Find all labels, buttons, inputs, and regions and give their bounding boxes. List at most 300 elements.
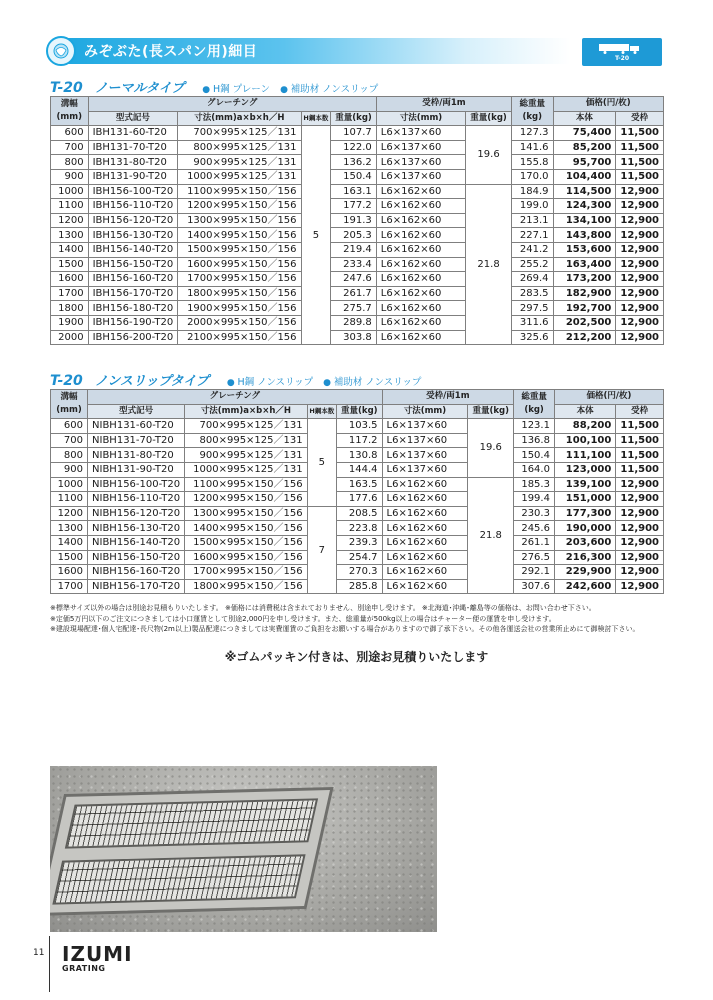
- cell-weight: 163.1: [331, 184, 377, 199]
- cell-price-main: 190,000: [554, 521, 615, 536]
- cell-total-weight: 141.6: [512, 140, 553, 155]
- cell-price-main: 177,300: [554, 506, 615, 521]
- col-model: 型式記号: [88, 111, 178, 126]
- cell-price-main: 75,400: [553, 126, 616, 141]
- cell-frame-dims: L6×137×60: [376, 169, 465, 184]
- cell-price-main: 95,700: [553, 155, 616, 170]
- cell-dims: 900×995×125／131: [178, 155, 301, 170]
- cell-total-weight: 283.5: [512, 286, 553, 301]
- table-row: [51, 419, 664, 434]
- cell-dims: 1100×995×150／156: [178, 184, 301, 199]
- cell-total-weight: 164.0: [514, 462, 555, 477]
- col-frame-weight: 重量(kg): [466, 111, 512, 126]
- logo-subtitle: GRATING: [62, 964, 106, 973]
- cell-dims: 1600×995×150／156: [185, 550, 307, 565]
- cell-total-weight: 199.0: [512, 199, 553, 214]
- cell-frame-dims: L6×162×60: [376, 315, 465, 330]
- cell-price-frame: 11,500: [616, 155, 664, 170]
- table-row: [51, 199, 664, 214]
- table-row: [51, 140, 664, 155]
- cell-total-weight: 255.2: [512, 257, 553, 272]
- cell-price-main: 123,000: [554, 462, 615, 477]
- cell-weight: 223.8: [337, 521, 383, 536]
- cell-price-frame: 12,900: [616, 315, 664, 330]
- table-row: [51, 169, 664, 184]
- cell-weight: 205.3: [331, 228, 377, 243]
- col-frame-weight: 重量(kg): [468, 404, 514, 419]
- cell-frame-dims: L6×162×60: [382, 477, 468, 492]
- cell-model: IBH131-60-T20: [88, 126, 178, 141]
- cell-width: 1100: [51, 492, 88, 507]
- cell-weight: 270.3: [337, 565, 383, 580]
- truck-icon: [598, 42, 646, 54]
- cell-price-main: 216,300: [554, 550, 615, 565]
- cell-width: 1700: [51, 579, 88, 594]
- table-row: [51, 579, 664, 594]
- footer-divider: [49, 936, 50, 992]
- cell-dims: 1400×995×150／156: [178, 228, 301, 243]
- cell-width: 600: [51, 419, 88, 434]
- footnotes: [50, 603, 680, 635]
- cell-total-weight: 150.4: [514, 448, 555, 463]
- cell-dims: 2100×995×150／156: [178, 330, 301, 345]
- cell-price-frame: 11,500: [616, 140, 664, 155]
- cell-price-main: 202,500: [553, 315, 616, 330]
- table-row: [51, 565, 664, 580]
- cell-model: NIBH131-60-T20: [88, 419, 185, 434]
- section-type: ノーマルタイプ: [94, 81, 185, 96]
- section-tag-1: ● H鋼 プレーン: [202, 84, 271, 95]
- cell-model: NIBH156-160-T20: [88, 565, 185, 580]
- cell-total-weight: 261.1: [514, 535, 555, 550]
- cell-dims: 1700×995×150／156: [178, 272, 301, 287]
- cell-model: NIBH156-120-T20: [88, 506, 185, 521]
- section-tag-2: ● 補助材 ノンスリップ: [280, 84, 379, 95]
- cell-frame-dims: L6×162×60: [382, 565, 468, 580]
- packing-note: ※ゴムパッキン付きは、別途お見積りいたします: [224, 650, 489, 664]
- cell-total-weight: 213.1: [512, 213, 553, 228]
- col-price-main: 本体: [553, 111, 616, 126]
- cell-h-count: 7: [307, 506, 336, 594]
- cell-price-frame: 11,500: [616, 419, 664, 434]
- cell-width: 900: [51, 169, 89, 184]
- cell-weight: 136.2: [331, 155, 377, 170]
- cell-total-weight: 199.4: [514, 492, 555, 507]
- col-total-weight: 総重量 (kg): [512, 97, 553, 126]
- cell-frame-dims: L6×162×60: [376, 242, 465, 257]
- grating-panel: [52, 854, 305, 904]
- cell-width: 800: [51, 448, 88, 463]
- cell-frame-dims: L6×137×60: [382, 433, 468, 448]
- cell-price-main: 104,400: [553, 169, 616, 184]
- cell-price-frame: 12,900: [616, 272, 664, 287]
- cell-frame-dims: L6×137×60: [376, 155, 465, 170]
- cell-model: IBH156-170-T20: [88, 286, 178, 301]
- section-type: ノンスリップタイプ: [94, 374, 209, 389]
- cell-width: 1700: [51, 286, 89, 301]
- cell-total-weight: 155.8: [512, 155, 553, 170]
- cell-price-main: 212,200: [553, 330, 616, 345]
- cell-weight: 275.7: [331, 301, 377, 316]
- cell-model: IBH156-110-T20: [88, 199, 178, 214]
- cell-weight: 191.3: [331, 213, 377, 228]
- cell-width: 1200: [51, 506, 88, 521]
- cell-dims: 1800×995×150／156: [185, 579, 307, 594]
- cell-price-frame: 12,900: [616, 550, 664, 565]
- nonslip-section-title: [50, 370, 421, 389]
- cell-width: 1600: [51, 565, 88, 580]
- cell-total-weight: 297.5: [512, 301, 553, 316]
- table-row: [51, 521, 664, 536]
- cell-model: IBH131-80-T20: [88, 155, 178, 170]
- cell-price-frame: 12,900: [616, 477, 664, 492]
- table-row: [51, 448, 664, 463]
- cell-frame-dims: L6×162×60: [382, 579, 468, 594]
- table-row: [51, 477, 664, 492]
- logo-wordmark: IZUMI: [62, 942, 133, 966]
- cell-frame-dims: L6×162×60: [376, 257, 465, 272]
- cell-dims: 1700×995×150／156: [185, 565, 307, 580]
- col-h-count: H鋼本数: [301, 111, 331, 126]
- cell-weight: 254.7: [337, 550, 383, 565]
- cell-frame-dims: L6×162×60: [382, 535, 468, 550]
- cell-total-weight: 185.3: [514, 477, 555, 492]
- section-tag-1: ● H鋼 ノンスリップ: [226, 377, 314, 388]
- col-grating: グレーチング: [88, 97, 376, 112]
- cell-frame-dims: L6×162×60: [382, 521, 468, 536]
- cell-price-frame: 12,900: [616, 535, 664, 550]
- cell-width: 2000: [51, 330, 89, 345]
- cell-price-main: 124,300: [553, 199, 616, 214]
- cell-model: IBH131-90-T20: [88, 169, 178, 184]
- table-row: [51, 184, 664, 199]
- table-row: [51, 535, 664, 550]
- cell-dims: 1300×995×150／156: [178, 213, 301, 228]
- cell-total-weight: 292.1: [514, 565, 555, 580]
- cell-width: 800: [51, 155, 89, 170]
- cell-total-weight: 170.0: [512, 169, 553, 184]
- cell-frame-dims: L6×162×60: [382, 506, 468, 521]
- table-row: [51, 213, 664, 228]
- cell-price-frame: 12,900: [616, 228, 664, 243]
- cell-price-frame: 12,900: [616, 199, 664, 214]
- cell-dims: 700×995×125／131: [178, 126, 301, 141]
- cell-width: 1000: [51, 477, 88, 492]
- col-frame: 受枠/両1m: [382, 390, 514, 405]
- cell-price-frame: 12,900: [616, 213, 664, 228]
- cell-dims: 1900×995×150／156: [178, 301, 301, 316]
- cell-weight: 177.2: [331, 199, 377, 214]
- col-price-main: 本体: [554, 404, 615, 419]
- cell-total-weight: 245.6: [514, 521, 555, 536]
- cell-total-weight: 311.6: [512, 315, 553, 330]
- cell-weight: 107.7: [331, 126, 377, 141]
- table-row: [51, 433, 664, 448]
- cell-price-main: 153,600: [553, 242, 616, 257]
- col-price: 価格(円/枚): [553, 97, 664, 112]
- cell-frame-dims: L6×162×60: [382, 492, 468, 507]
- table-row: [51, 242, 664, 257]
- col-grating: グレーチング: [88, 390, 383, 405]
- cell-model: NIBH156-130-T20: [88, 521, 185, 536]
- col-total-weight: 総重量 (kg): [514, 390, 555, 419]
- cell-price-frame: 11,500: [616, 169, 664, 184]
- table-row: [51, 492, 664, 507]
- cell-weight: 233.4: [331, 257, 377, 272]
- cell-width: 700: [51, 140, 89, 155]
- cell-price-frame: 11,500: [616, 462, 664, 477]
- cell-price-frame: 12,900: [616, 301, 664, 316]
- cell-frame-dims: L6×162×60: [376, 184, 465, 199]
- col-price-frame: 受枠: [616, 404, 664, 419]
- cell-model: NIBH156-100-T20: [88, 477, 185, 492]
- normal-section-title: [50, 77, 378, 96]
- cell-total-weight: 269.4: [512, 272, 553, 287]
- cell-price-frame: 11,500: [616, 126, 664, 141]
- cell-weight: 150.4: [331, 169, 377, 184]
- cell-frame-dims: L6×162×60: [376, 301, 465, 316]
- drain-cover-icon: [46, 36, 76, 66]
- cell-width: 1600: [51, 272, 89, 287]
- cell-total-weight: 123.1: [514, 419, 555, 434]
- cell-width: 1000: [51, 184, 89, 199]
- cell-weight: 177.6: [337, 492, 383, 507]
- cell-weight: 289.8: [331, 315, 377, 330]
- cell-dims: 1000×995×125／131: [178, 169, 301, 184]
- note-line: ※定価5万円以下のご注文につきましては小口運賃として別途2,000円を申し受けます。また、総重量が500kg以上の場合はチャーター便の運賃を申し受けます。: [50, 614, 556, 623]
- cell-weight: 239.3: [337, 535, 383, 550]
- cell-model: IBH156-150-T20: [88, 257, 178, 272]
- cell-width: 1400: [51, 535, 88, 550]
- cell-price-frame: 12,900: [616, 565, 664, 580]
- company-logo: [62, 944, 132, 973]
- col-weight: 重量(kg): [331, 111, 377, 126]
- cell-weight: 303.8: [331, 330, 377, 345]
- table-row: [51, 257, 664, 272]
- cell-dims: 2000×995×150／156: [178, 315, 301, 330]
- cell-price-main: 203,600: [554, 535, 615, 550]
- cell-price-main: 229,900: [554, 565, 615, 580]
- cell-price-frame: 12,900: [616, 506, 664, 521]
- cell-model: NIBH131-80-T20: [88, 448, 185, 463]
- cell-price-main: 151,000: [554, 492, 615, 507]
- cell-total-weight: 307.6: [514, 579, 555, 594]
- col-price: 価格(円/枚): [554, 390, 663, 405]
- cell-total-weight: 241.2: [512, 242, 553, 257]
- col-weight: 重量(kg): [337, 404, 383, 419]
- cell-total-weight: 136.8: [514, 433, 555, 448]
- cell-weight: 163.5: [337, 477, 383, 492]
- cell-total-weight: 227.1: [512, 228, 553, 243]
- cell-model: NIBH131-70-T20: [88, 433, 185, 448]
- cell-price-frame: 12,900: [616, 579, 664, 594]
- cell-dims: 1500×995×150／156: [178, 242, 301, 257]
- cell-model: IBH156-180-T20: [88, 301, 178, 316]
- cell-frame-weight: 21.8: [466, 184, 512, 345]
- table-row: [51, 550, 664, 565]
- table-row: [51, 506, 664, 521]
- cell-width: 1300: [51, 228, 89, 243]
- note-line: ※建設現場配達･個人宅配達･長尺物(2m以上)製品配達につきましては実費運賃のご負担をお願いする場合がありますので御了承下さい。その他各運送会社の営業所止めにて御検討下さい。: [50, 625, 640, 633]
- cell-price-frame: 12,900: [616, 330, 664, 345]
- cell-width: 1300: [51, 521, 88, 536]
- cell-model: IBH156-100-T20: [88, 184, 178, 199]
- cell-total-weight: 184.9: [512, 184, 553, 199]
- cell-weight: 208.5: [337, 506, 383, 521]
- cell-price-frame: 12,900: [616, 492, 664, 507]
- cell-dims: 1300×995×150／156: [185, 506, 307, 521]
- table-row: [51, 286, 664, 301]
- cell-price-main: 100,100: [554, 433, 615, 448]
- cell-model: IBH156-160-T20: [88, 272, 178, 287]
- cell-price-main: 134,100: [553, 213, 616, 228]
- cell-dims: 1200×995×150／156: [178, 199, 301, 214]
- header-bar: [50, 38, 570, 64]
- cell-model: NIBH156-150-T20: [88, 550, 185, 565]
- cell-dims: 900×995×125／131: [185, 448, 307, 463]
- cell-width: 1500: [51, 257, 89, 272]
- sign-label: T-20: [614, 55, 630, 62]
- cell-weight: 117.2: [337, 433, 383, 448]
- cell-frame-dims: L6×137×60: [382, 419, 468, 434]
- cell-weight: 144.4: [337, 462, 383, 477]
- cell-model: NIBH156-110-T20: [88, 492, 185, 507]
- cell-weight: 219.4: [331, 242, 377, 257]
- cell-model: IBH131-70-T20: [88, 140, 178, 155]
- cell-frame-dims: L6×137×60: [376, 140, 465, 155]
- cell-dims: 1000×995×125／131: [185, 462, 307, 477]
- cell-width: 1100: [51, 199, 89, 214]
- cell-model: IBH156-190-T20: [88, 315, 178, 330]
- cell-dims: 1800×995×150／156: [178, 286, 301, 301]
- cell-model: IBH156-120-T20: [88, 213, 178, 228]
- cell-price-frame: 11,500: [616, 448, 664, 463]
- page-number: 11: [33, 948, 45, 958]
- cell-width: 600: [51, 126, 89, 141]
- installed-grating-photo: [50, 766, 437, 932]
- col-dims-frame: 寸法(mm): [382, 404, 468, 419]
- col-frame: 受枠/両1m: [376, 97, 511, 112]
- nonslip-price-table: [50, 389, 664, 594]
- cell-price-main: 111,100: [554, 448, 615, 463]
- cell-frame-dims: L6×162×60: [376, 228, 465, 243]
- cell-price-main: 182,900: [553, 286, 616, 301]
- cell-dims: 1500×995×150／156: [185, 535, 307, 550]
- cell-total-weight: 276.5: [514, 550, 555, 565]
- section-code: T-20: [50, 373, 83, 389]
- cell-frame-dims: L6×162×60: [376, 213, 465, 228]
- cell-price-main: 192,700: [553, 301, 616, 316]
- cell-price-main: 139,100: [554, 477, 615, 492]
- cell-frame-dims: L6×162×60: [376, 330, 465, 345]
- cell-weight: 103.5: [337, 419, 383, 434]
- cell-weight: 285.8: [337, 579, 383, 594]
- section-tag-2: ● 補助材 ノンスリップ: [323, 377, 422, 388]
- cell-frame-dims: L6×162×60: [376, 286, 465, 301]
- cell-price-main: 173,200: [553, 272, 616, 287]
- col-width: 溝幅 (mm): [51, 97, 89, 126]
- cell-price-frame: 11,500: [616, 433, 664, 448]
- cell-width: 700: [51, 433, 88, 448]
- cell-dims: 800×995×125／131: [185, 433, 307, 448]
- cell-frame-dims: L6×137×60: [382, 448, 468, 463]
- cell-model: IBH156-200-T20: [88, 330, 178, 345]
- col-h-count: H鋼本数: [307, 404, 336, 419]
- cell-total-weight: 325.6: [512, 330, 553, 345]
- table-row: [51, 462, 664, 477]
- cell-frame-weight: 19.6: [468, 419, 514, 477]
- col-dims-frame: 寸法(mm): [376, 111, 465, 126]
- cell-model: NIBH131-90-T20: [88, 462, 185, 477]
- cell-weight: 261.7: [331, 286, 377, 301]
- section-code: T-20: [50, 80, 83, 96]
- cell-price-main: 85,200: [553, 140, 616, 155]
- table-row: [51, 301, 664, 316]
- table-row: [51, 272, 664, 287]
- page-title: みぞぶた(長スパン用)細目: [84, 44, 258, 60]
- cell-price-main: 163,400: [553, 257, 616, 272]
- cell-width: 1900: [51, 315, 89, 330]
- col-model: 型式記号: [88, 404, 185, 419]
- cell-price-frame: 12,900: [616, 184, 664, 199]
- cell-model: IBH156-140-T20: [88, 242, 178, 257]
- cell-width: 1800: [51, 301, 89, 316]
- col-dims-grating: 寸法(mm)a×b×h／H: [178, 111, 301, 126]
- cell-frame-dims: L6×162×60: [376, 272, 465, 287]
- cell-model: NIBH156-140-T20: [88, 535, 185, 550]
- col-dims-grating: 寸法(mm)a×b×h／H: [185, 404, 307, 419]
- table-row: [51, 228, 664, 243]
- cell-price-main: 114,500: [553, 184, 616, 199]
- cell-price-frame: 12,900: [616, 257, 664, 272]
- cell-model: NIBH156-170-T20: [88, 579, 185, 594]
- cell-dims: 800×995×125／131: [178, 140, 301, 155]
- cell-price-frame: 12,900: [616, 521, 664, 536]
- cell-weight: 130.8: [337, 448, 383, 463]
- cell-width: 900: [51, 462, 88, 477]
- table-row: [51, 155, 664, 170]
- table-row: [51, 126, 664, 141]
- cell-frame-weight: 21.8: [468, 477, 514, 594]
- cell-dims: 1400×995×150／156: [185, 521, 307, 536]
- cell-dims: 1100×995×150／156: [185, 477, 307, 492]
- cell-price-main: 88,200: [554, 419, 615, 434]
- cell-width: 1200: [51, 213, 89, 228]
- grating-frame: [50, 787, 334, 916]
- cell-total-weight: 127.3: [512, 126, 553, 141]
- cell-width: 1500: [51, 550, 88, 565]
- cell-frame-weight: 19.6: [466, 126, 512, 184]
- cell-frame-dims: L6×137×60: [376, 126, 465, 141]
- cell-weight: 122.0: [331, 140, 377, 155]
- note-line: ※標準サイズ以外の場合は別途お見積もりいたします。 ※価格には消費税は含まれておりません、別途申し受けます。 ※北海道･沖縄･離島等の価格は、お問い合わせ下さい。: [50, 604, 596, 612]
- table-row: [51, 330, 664, 345]
- table-row: [51, 315, 664, 330]
- load-class-sign: [582, 38, 662, 66]
- cell-h-count: 5: [301, 126, 331, 345]
- cell-price-main: 143,800: [553, 228, 616, 243]
- cell-frame-dims: L6×137×60: [382, 462, 468, 477]
- cell-price-main: 242,600: [554, 579, 615, 594]
- col-price-frame: 受枠: [616, 111, 664, 126]
- cell-h-count: 5: [307, 419, 336, 507]
- col-width: 溝幅 (mm): [51, 390, 88, 419]
- cell-dims: 1200×995×150／156: [185, 492, 307, 507]
- cell-weight: 247.6: [331, 272, 377, 287]
- cell-width: 1400: [51, 242, 89, 257]
- cell-model: IBH156-130-T20: [88, 228, 178, 243]
- cell-dims: 1600×995×150／156: [178, 257, 301, 272]
